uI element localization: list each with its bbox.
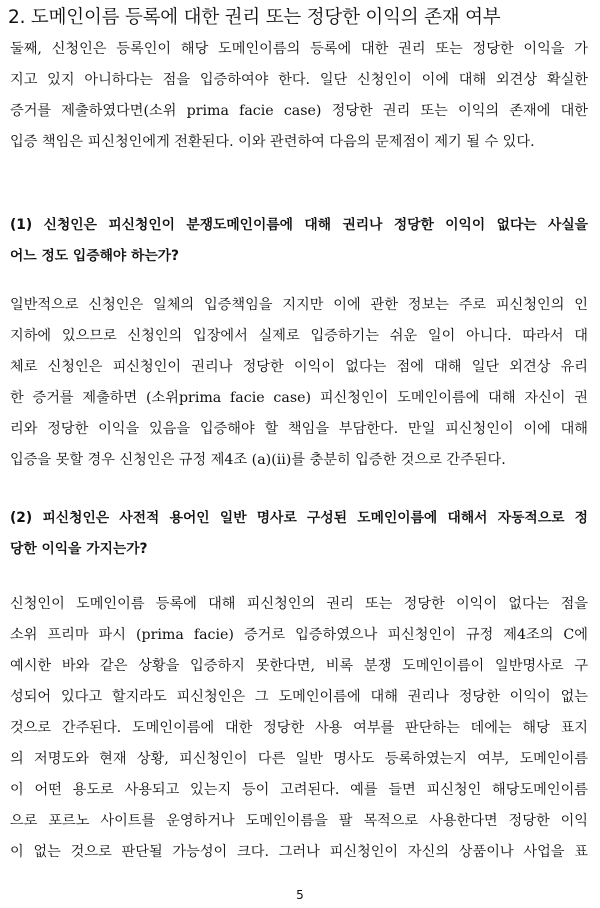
text-line: 예시한 바와 같은 상황을 입증하지 못한다면, 비록 분쟁 도메인이름이 일반명사로 구	[10, 658, 588, 674]
text-line: 체로 신청인은 피신청인이 권리나 정당한 이익이 없다는 점에 대해 일단 외견상 유리	[10, 359, 588, 375]
page-number: 5	[296, 888, 304, 902]
text-line: 이 어떤 용도로 사용되고 있는지 등이 고려된다. 예를 들면 피신청인 해당도메인이름	[10, 782, 588, 798]
text-line: 신청인이 도메인이름 등록에 대해 피신청인의 권리 또는 정당한 이익이 없다는 점을	[10, 596, 588, 612]
text-line: 소위 프리마 파시 (prima facie) 증거로 입증하였으나 피신청인이 규정 제4조의 C에	[10, 627, 588, 643]
text-line: 한 증거를 제출하면 (소위prima facie case) 피신청인이 도메인이름에 대해 자신이 권	[10, 390, 588, 406]
paragraph-second-requirement	[10, 34, 588, 158]
text-line: 리와 정당한 이익을 있음을 입증해야 할 책임을 부담한다. 만일 피신청인이 이에 대해	[10, 421, 588, 437]
text-line: 지고 있지 아니하다는 점을 입증하여야 한다. 일단 신청인이 이에 대해 외견상 확실한	[10, 72, 588, 88]
text-line: 당한 이익을 가지는가?	[10, 541, 148, 557]
text-line: 둘째, 신청인은 등록인이 해당 도메인이름의 등록에 대한 권리 또는 정당한 이익을 가	[10, 41, 588, 57]
text-line: (1) 신청인은 피신청인이 분쟁도메인이름에 대해 권리나 정당한 이익이 없다는 사실을	[10, 217, 588, 233]
subheading-burden-of-proof	[10, 210, 588, 272]
paragraph-burden-of-proof	[10, 290, 588, 476]
paragraph-generic-terms	[10, 589, 588, 868]
text-line: 지하에 있으므로 신청인의 입장에서 실제로 입증하기는 쉬운 일이 아니다. 따라서 대	[10, 328, 588, 344]
text-line: 입증 책임은 피신청인에게 전환된다. 이와 관련하여 다음의 문제점이 제기 될 수 있다.	[10, 134, 535, 150]
text-line: 것으로 간주된다. 도메인이름에 대한 정당한 사용 여부를 판단하는 데에는 해당 표지	[10, 720, 588, 736]
text-line: 의 저명도와 현재 상황, 피신청인이 다른 일반 명사도 등록하였는지 여부, 도메인이름	[10, 751, 588, 767]
text-line: 성되어 있다고 할지라도 피신청인은 그 도메인이름에 대해 권리나 정당한 이익이 없는	[10, 689, 588, 705]
text-line: (2) 피신청인은 사전적 용어인 일반 명사로 구성된 도메인이름에 대해서 자동적으로 정	[10, 510, 588, 526]
subheading-generic-terms	[10, 503, 588, 565]
text-line: 이 없는 것으로 판단될 가능성이 크다. 그러나 피신청인이 자신의 상품이나 사업을 표	[10, 844, 588, 860]
text-line: 으로 포르노 사이트를 운영하거나 도메인이름을 팔 목적으로 사용한다면 정당한 이익	[10, 813, 588, 829]
section-heading: 2. 도메인이름 등록에 대한 권리 또는 정당한 이익의 존재 여부	[8, 7, 501, 28]
text-line: 입증을 못할 경우 신청인은 규정 제4조 (a)(ii)를 충분히 입증한 것으로 간주된다.	[10, 452, 506, 468]
text-line: 증거를 제출하였다면(소위 prima facie case) 정당한 권리 또는 이익의 존재에 대한	[10, 103, 588, 119]
text-line: 일반적으로 신청인은 일체의 입증책임을 지지만 이에 관한 정보는 주로 피신청인의 인	[10, 297, 588, 313]
text-line: 어느 정도 입증해야 하는가?	[10, 248, 180, 264]
